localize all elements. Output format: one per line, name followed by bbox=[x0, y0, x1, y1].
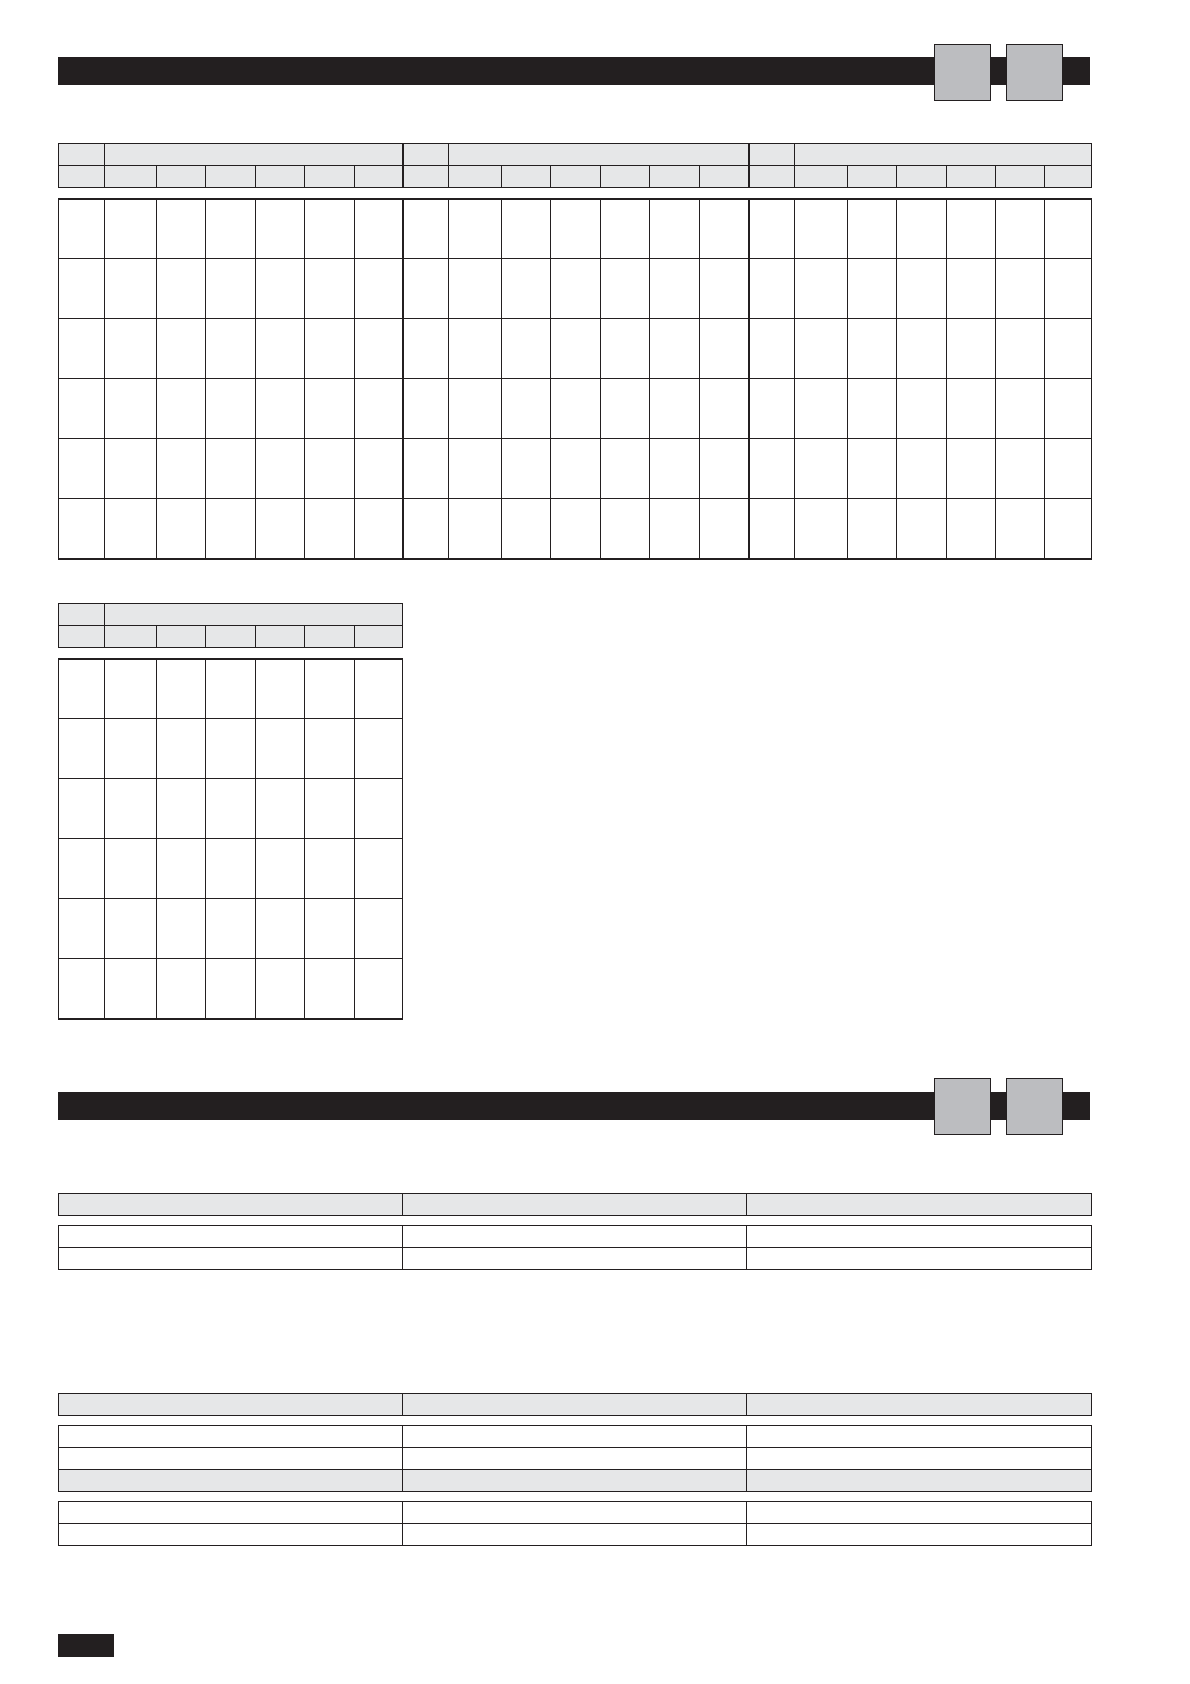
grid-cell bbox=[59, 659, 105, 719]
grid-cell bbox=[355, 499, 403, 559]
grid-cell bbox=[157, 959, 206, 1019]
grid-cell bbox=[897, 439, 947, 499]
grid-cell bbox=[59, 319, 105, 379]
grid-cell bbox=[157, 839, 206, 899]
grid-cell bbox=[355, 379, 403, 439]
grid-cell bbox=[848, 259, 897, 319]
section-1-tab-a bbox=[934, 44, 991, 101]
grid-cell bbox=[157, 199, 206, 259]
grid-cell bbox=[355, 839, 403, 899]
grid-cell bbox=[305, 379, 355, 439]
grid-cell bbox=[650, 259, 700, 319]
grid-cell bbox=[206, 899, 256, 959]
grid-cell bbox=[947, 319, 996, 379]
grid-cell bbox=[355, 439, 403, 499]
grid-cell bbox=[206, 839, 256, 899]
grid-cell bbox=[157, 899, 206, 959]
grid-cell bbox=[601, 319, 650, 379]
grid-cell bbox=[256, 959, 305, 1019]
grid-cell bbox=[749, 199, 795, 259]
grid-cell bbox=[59, 719, 105, 779]
grid-cell bbox=[206, 659, 256, 719]
grid-cell bbox=[897, 319, 947, 379]
grid-cell bbox=[256, 319, 305, 379]
grid-cell bbox=[59, 839, 105, 899]
grid-cell bbox=[305, 259, 355, 319]
grid-cell bbox=[897, 499, 947, 559]
grid-cell bbox=[700, 379, 749, 439]
grid-cell bbox=[256, 259, 305, 319]
grid-cell bbox=[105, 839, 157, 899]
grid-cell bbox=[305, 439, 355, 499]
grid-cell bbox=[256, 719, 305, 779]
grid-cell bbox=[59, 199, 105, 259]
grid-cell bbox=[206, 319, 256, 379]
grid-cell bbox=[1045, 259, 1092, 319]
grid-cell bbox=[749, 319, 795, 379]
page-number-tab bbox=[58, 1634, 114, 1657]
grid-cell bbox=[105, 899, 157, 959]
grid-cell bbox=[996, 259, 1045, 319]
table-row bbox=[59, 1248, 1092, 1270]
grid-row bbox=[59, 959, 403, 1019]
grid-cell bbox=[355, 319, 403, 379]
grid-cell bbox=[551, 259, 601, 319]
grid-cell bbox=[305, 899, 355, 959]
grid-cell bbox=[449, 379, 502, 439]
grid-cell bbox=[59, 379, 105, 439]
grid-cell bbox=[449, 259, 502, 319]
grid-cell bbox=[105, 719, 157, 779]
grid-cell bbox=[897, 199, 947, 259]
grid-cell bbox=[403, 319, 449, 379]
grid-cell bbox=[256, 779, 305, 839]
grid-cell bbox=[502, 319, 551, 379]
grid-cell bbox=[403, 259, 449, 319]
grid-cell bbox=[157, 719, 206, 779]
table-row bbox=[59, 1502, 1092, 1524]
grid-cell bbox=[897, 379, 947, 439]
grid-cell bbox=[206, 379, 256, 439]
grid-cell bbox=[551, 499, 601, 559]
specification-grid-wide bbox=[58, 143, 1092, 560]
grid-cell bbox=[700, 199, 749, 259]
grid-cell bbox=[355, 259, 403, 319]
grid-cell bbox=[305, 199, 355, 259]
grid-cell bbox=[157, 319, 206, 379]
grid-cell bbox=[256, 899, 305, 959]
grid-cell bbox=[305, 659, 355, 719]
grid-cell bbox=[206, 439, 256, 499]
grid-cell bbox=[59, 779, 105, 839]
grid-cell bbox=[256, 379, 305, 439]
grid-row bbox=[59, 199, 1092, 259]
grid-cell bbox=[551, 379, 601, 439]
grid-cell bbox=[403, 379, 449, 439]
table-header-row bbox=[59, 1470, 1092, 1492]
grid-cell bbox=[947, 379, 996, 439]
grid-row bbox=[59, 259, 1092, 319]
grid-cell bbox=[355, 719, 403, 779]
grid-cell bbox=[551, 199, 601, 259]
grid-cell bbox=[355, 899, 403, 959]
grid-cell bbox=[105, 199, 157, 259]
section-2-tab-b bbox=[1006, 1078, 1063, 1135]
grid-cell bbox=[157, 499, 206, 559]
table-header-row bbox=[59, 1194, 1092, 1216]
table-row bbox=[59, 1524, 1092, 1546]
grid-cell bbox=[700, 439, 749, 499]
grid-column-header-row bbox=[59, 166, 1092, 188]
grid-cell bbox=[355, 199, 403, 259]
grid-row bbox=[59, 379, 1092, 439]
grid-cell bbox=[256, 659, 305, 719]
table-row bbox=[59, 1426, 1092, 1448]
grid-cell bbox=[59, 439, 105, 499]
grid-cell bbox=[449, 499, 502, 559]
grid-cell bbox=[157, 779, 206, 839]
grid-cell bbox=[700, 259, 749, 319]
section-2-tab-a bbox=[934, 1078, 991, 1135]
grid-cell bbox=[403, 499, 449, 559]
grid-cell bbox=[749, 259, 795, 319]
grid-cell bbox=[996, 319, 1045, 379]
grid-cell bbox=[749, 499, 795, 559]
grid-cell bbox=[449, 319, 502, 379]
grid-cell bbox=[305, 319, 355, 379]
grid-cell bbox=[947, 439, 996, 499]
grid-cell bbox=[601, 379, 650, 439]
grid-cell bbox=[700, 499, 749, 559]
grid-cell bbox=[947, 259, 996, 319]
grid-cell bbox=[305, 959, 355, 1019]
grid-cell bbox=[157, 379, 206, 439]
grid-cell bbox=[650, 499, 700, 559]
specification-grid-narrow bbox=[58, 603, 403, 1020]
grid-cell bbox=[256, 499, 305, 559]
grid-cell bbox=[601, 439, 650, 499]
grid-cell bbox=[795, 319, 848, 379]
grid-cell bbox=[157, 439, 206, 499]
grid-cell bbox=[795, 439, 848, 499]
grid-cell bbox=[305, 499, 355, 559]
grid-cell bbox=[1045, 439, 1092, 499]
grid-cell bbox=[105, 779, 157, 839]
grid-cell bbox=[551, 439, 601, 499]
grid-cell bbox=[403, 439, 449, 499]
grid-cell bbox=[105, 259, 157, 319]
table-row bbox=[59, 1448, 1092, 1470]
grid-column-header-row bbox=[59, 626, 403, 648]
grid-cell bbox=[700, 319, 749, 379]
grid-cell bbox=[601, 259, 650, 319]
table-header-row bbox=[59, 1394, 1092, 1416]
grid-group-header-row bbox=[59, 604, 403, 626]
grid-cell bbox=[449, 439, 502, 499]
grid-row bbox=[59, 659, 403, 719]
grid-cell bbox=[996, 499, 1045, 559]
grid-cell bbox=[206, 499, 256, 559]
grid-cell bbox=[256, 439, 305, 499]
grid-cell bbox=[59, 899, 105, 959]
grid-cell bbox=[947, 199, 996, 259]
grid-cell bbox=[1045, 499, 1092, 559]
grid-cell bbox=[650, 199, 700, 259]
grid-cell bbox=[996, 379, 1045, 439]
grid-cell bbox=[1045, 199, 1092, 259]
grid-cell bbox=[355, 659, 403, 719]
grid-row bbox=[59, 319, 1092, 379]
grid-row bbox=[59, 839, 403, 899]
grid-cell bbox=[157, 659, 206, 719]
grid-cell bbox=[502, 199, 551, 259]
grid-cell bbox=[105, 959, 157, 1019]
grid-cell bbox=[650, 319, 700, 379]
grid-cell bbox=[749, 379, 795, 439]
grid-cell bbox=[206, 199, 256, 259]
grid-cell bbox=[206, 719, 256, 779]
grid-cell bbox=[502, 259, 551, 319]
grid-cell bbox=[795, 199, 848, 259]
grid-cell bbox=[256, 839, 305, 899]
grid-cell bbox=[355, 959, 403, 1019]
grid-cell bbox=[650, 439, 700, 499]
grid-cell bbox=[996, 199, 1045, 259]
grid-cell bbox=[502, 379, 551, 439]
grid-cell bbox=[403, 199, 449, 259]
grid-cell bbox=[305, 839, 355, 899]
table-row bbox=[59, 1226, 1092, 1248]
grid-cell bbox=[996, 439, 1045, 499]
grid-cell bbox=[355, 779, 403, 839]
grid-cell bbox=[551, 319, 601, 379]
grid-cell bbox=[305, 779, 355, 839]
grid-cell bbox=[795, 259, 848, 319]
grid-cell bbox=[206, 259, 256, 319]
grid-row bbox=[59, 439, 1092, 499]
grid-cell bbox=[256, 199, 305, 259]
grid-cell bbox=[848, 379, 897, 439]
grid-cell bbox=[502, 499, 551, 559]
grid-row bbox=[59, 899, 403, 959]
grid-cell bbox=[848, 319, 897, 379]
grid-group-header-row bbox=[59, 144, 1092, 166]
grid-cell bbox=[105, 499, 157, 559]
grid-cell bbox=[59, 499, 105, 559]
grid-cell bbox=[848, 199, 897, 259]
grid-cell bbox=[105, 379, 157, 439]
grid-cell bbox=[305, 719, 355, 779]
grid-row bbox=[59, 499, 1092, 559]
grid-cell bbox=[105, 439, 157, 499]
grid-cell bbox=[749, 439, 795, 499]
grid-cell bbox=[206, 779, 256, 839]
grid-cell bbox=[848, 499, 897, 559]
three-column-table-2 bbox=[58, 1393, 1092, 1546]
grid-cell bbox=[848, 439, 897, 499]
grid-cell bbox=[947, 499, 996, 559]
grid-cell bbox=[601, 499, 650, 559]
grid-cell bbox=[795, 499, 848, 559]
grid-cell bbox=[650, 379, 700, 439]
grid-cell bbox=[59, 259, 105, 319]
grid-cell bbox=[206, 959, 256, 1019]
grid-cell bbox=[795, 379, 848, 439]
three-column-table-1 bbox=[58, 1193, 1092, 1270]
grid-cell bbox=[502, 439, 551, 499]
grid-cell bbox=[105, 319, 157, 379]
grid-cell bbox=[601, 199, 650, 259]
grid-cell bbox=[157, 259, 206, 319]
grid-cell bbox=[105, 659, 157, 719]
grid-cell bbox=[1045, 319, 1092, 379]
grid-cell bbox=[449, 199, 502, 259]
grid-cell bbox=[897, 259, 947, 319]
section-1-tab-b bbox=[1006, 44, 1063, 101]
grid-row bbox=[59, 779, 403, 839]
grid-cell bbox=[1045, 379, 1092, 439]
grid-cell bbox=[59, 959, 105, 1019]
grid-row bbox=[59, 719, 403, 779]
